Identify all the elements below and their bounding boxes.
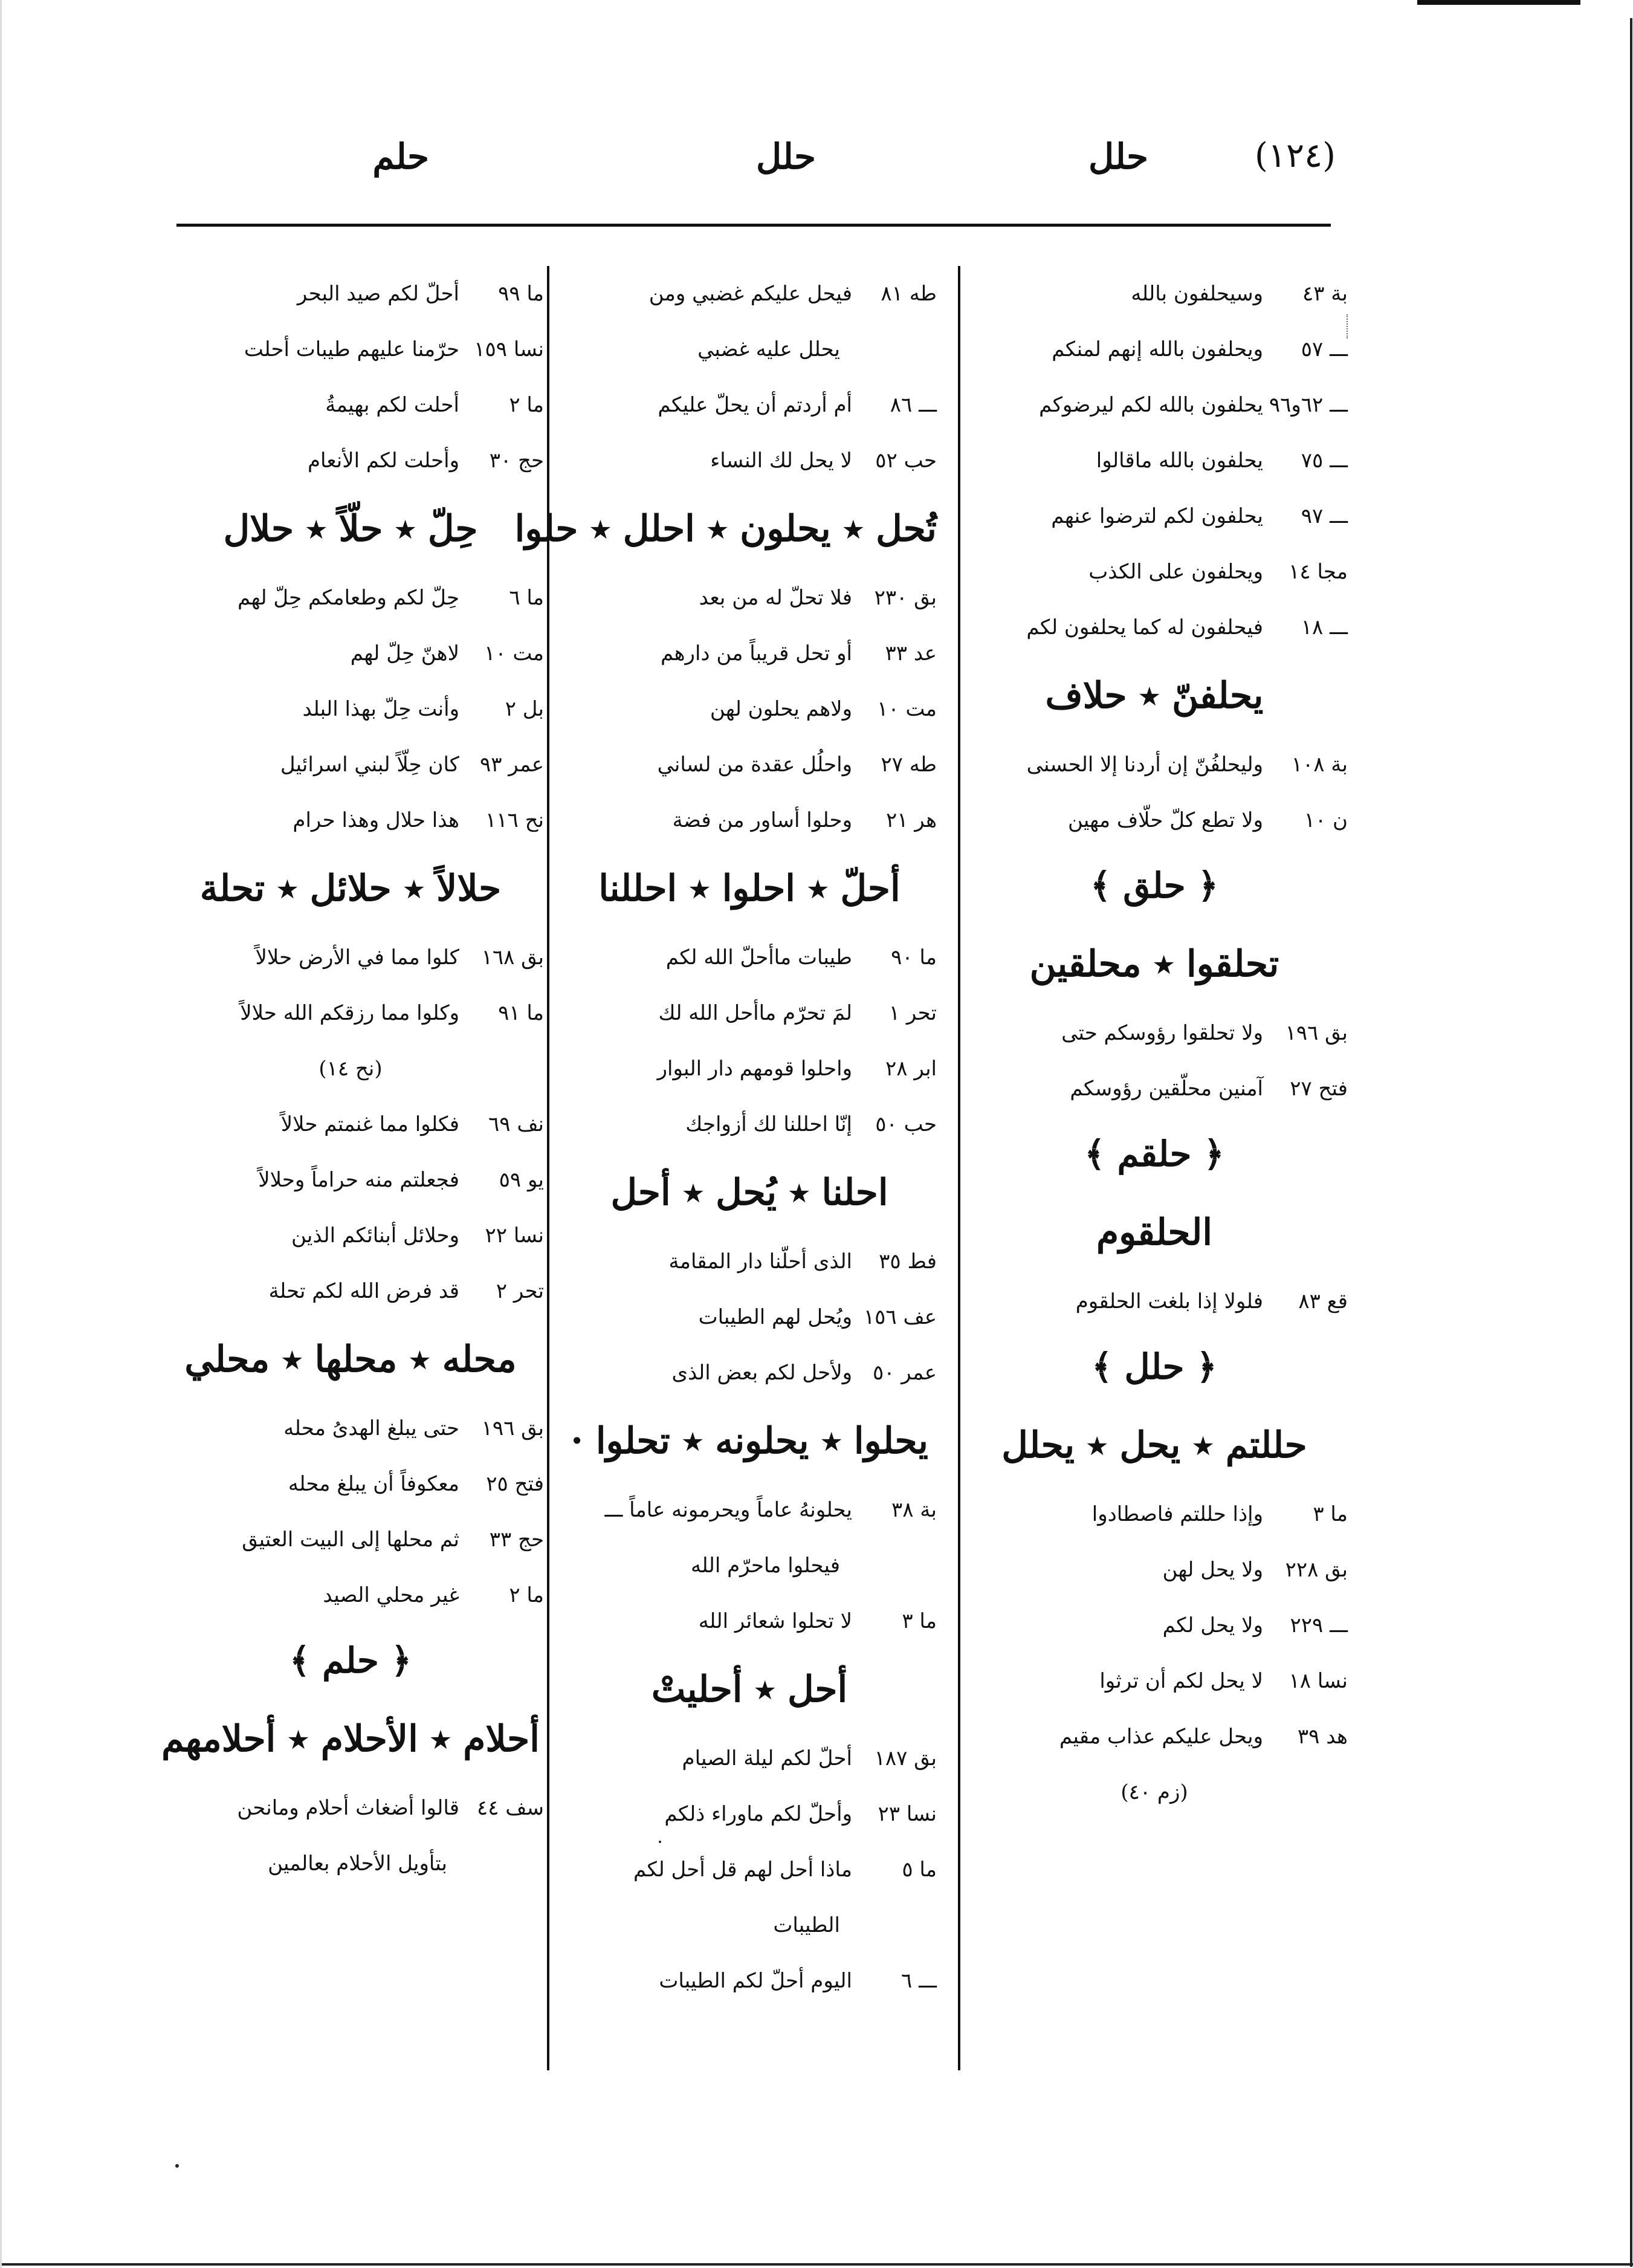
entry-row <box>961 488 1348 544</box>
entry-text: قالوا أضغاث أحلام ومانحن <box>237 1796 459 1820</box>
entries-group <box>157 1401 544 1623</box>
column-left <box>157 266 544 1891</box>
entry-text: ماذا أحل لهم قل أحل لكم <box>633 1858 852 1882</box>
entry-row <box>562 626 937 681</box>
section-heading: حللتم ٭ يحل ٭ يحلل <box>1001 1424 1307 1466</box>
entry-text: ويحلفون على الكذب <box>1088 560 1263 584</box>
entry-reference: فط ٣٥ <box>879 1249 937 1274</box>
entry-text: يحلفون لكم لترضوا عنهم <box>1051 504 1263 528</box>
entry-row <box>562 1593 937 1649</box>
entry-row <box>961 377 1348 433</box>
entries-group <box>562 1953 937 2009</box>
entries-group <box>562 1482 937 1538</box>
entry-reference: ما ٣ <box>902 1609 937 1633</box>
entry-reference: بة ١٠٨ <box>1291 753 1348 777</box>
entry-reference: بل ٢ <box>505 697 544 721</box>
page-header <box>175 136 1336 196</box>
entry-text: ويُحل لهم الطيبات <box>698 1305 852 1329</box>
entry-row <box>961 1274 1348 1329</box>
entry-row <box>562 1289 937 1345</box>
entry-reference: ما ٩٩ <box>498 282 544 306</box>
entry-text: وأحلت لكم الأنعام <box>307 449 459 473</box>
entry-row <box>562 1786 937 1842</box>
entries-group <box>562 1593 937 1649</box>
header-word-right: حلل <box>1088 136 1148 177</box>
entry-reference: فتح ٢٧ <box>1290 1077 1348 1101</box>
section-heading: احلنا ٭ يُحل ٭ أحل <box>610 1171 888 1214</box>
page-border-bottom <box>0 2263 1633 2266</box>
entry-reference: بق ٢٣٠ <box>874 586 937 610</box>
entries-group <box>961 1274 1348 1329</box>
entry-reference: قع ٨٣ <box>1298 1289 1348 1314</box>
entry-text: الذى أحلّنا دار المقامة <box>668 1249 852 1274</box>
entry-reference: طه ٢٧ <box>881 753 937 777</box>
header-word-left: حلم <box>372 136 429 177</box>
entry-reference: مت ١٠ <box>484 641 544 666</box>
entry-reference: ما ٥ <box>902 1858 937 1882</box>
section-heading: تحلقوا ٭ محلقين <box>1029 943 1279 985</box>
cross-reference-note: (نح ١٤) <box>319 1057 383 1081</box>
entry-reference: ـــ ٥٧ <box>1301 337 1348 361</box>
entry-continuation: فيحلوا ماحرّم الله <box>690 1554 840 1578</box>
entry-reference: نسا ١٨ <box>1289 1669 1348 1693</box>
entry-text: وأحلّ لكم ماوراء ذلكم <box>664 1802 852 1826</box>
entry-text: فلولا إذا بلغت الحلقوم <box>1075 1289 1263 1314</box>
entry-text: واحلُل عقدة من لساني <box>657 753 852 777</box>
entry-row <box>562 1234 937 1289</box>
entry-text: ويحلفون بالله إنهم لمنكم <box>1052 337 1263 361</box>
stray-mark <box>175 2164 179 2168</box>
entry-reference: بق ١٩٦ <box>481 1416 544 1440</box>
entry-text: وكلوا مما رزقكم الله حلالاً <box>240 1001 459 1025</box>
entry-reference: ما ٣ <box>1313 1502 1348 1526</box>
entry-row <box>157 1567 544 1623</box>
entry-text: لا يحل لكم أن ترثوا <box>1099 1669 1263 1693</box>
entry-reference: حج ٣٠ <box>489 449 544 473</box>
section-heading: أحلّ ٭ احلوا ٭ احللنا <box>598 867 901 910</box>
entry-row <box>562 377 937 433</box>
entry-reference: سف ٤٤ <box>476 1796 544 1820</box>
section-heading: يحلفنّ ٭ حلاف <box>1045 675 1264 717</box>
entries-group <box>562 266 937 322</box>
entries-group <box>562 377 937 488</box>
entries-group <box>157 266 544 488</box>
entry-reference: مجا ١٤ <box>1289 560 1348 584</box>
entry-reference: عمر ٥٠ <box>872 1361 937 1385</box>
entry-reference: حب ٥٢ <box>875 449 937 473</box>
entry-reference: نسا ٢٢ <box>485 1223 544 1248</box>
entry-row <box>961 1486 1348 1542</box>
entry-text: حرّمنا عليهم طيبات أحلت <box>244 337 459 361</box>
section-heading: الحلقوم <box>1096 1211 1213 1254</box>
section-heading: تُحل ٭ يحلون ٭ احلل ٭ حلوا <box>514 508 937 550</box>
entry-text: كان حِلّاً لبني اسرائيل <box>280 753 459 777</box>
entry-text: اليوم أحلّ لكم الطيبات <box>659 1969 852 1993</box>
entry-reference: بق ١٨٧ <box>874 1746 937 1771</box>
header-rule <box>176 224 1331 227</box>
entry-text: فيحلفون له كما يحلفون لكم <box>1026 615 1263 640</box>
entry-text: ولأحل لكم بعض الذى <box>671 1361 852 1385</box>
entry-continuation: بتأويل الأحلام بعالمين <box>268 1852 447 1876</box>
top-edge-bar <box>1417 0 1580 5</box>
section-heading: يحلوا ٭ يحلونه ٭ تحلوا · <box>571 1420 928 1462</box>
stray-mark <box>659 1841 661 1843</box>
entry-reference: نسا ١٥٩ <box>474 337 544 361</box>
entry-reference: ـــ ١٨ <box>1301 615 1348 640</box>
entry-reference: نسا ٢٣ <box>878 1802 937 1826</box>
entry-row <box>961 433 1348 488</box>
entry-reference: ـــ ٩٧ <box>1301 504 1348 528</box>
entry-text: ولا تطع كلّ حلّاف مهين <box>1068 808 1263 832</box>
entry-reference: بق ١٩٦ <box>1285 1021 1348 1045</box>
entry-reference: ما ٦ <box>509 586 544 610</box>
entry-row <box>562 1482 937 1538</box>
entries-group <box>961 737 1348 848</box>
entry-row <box>157 1263 544 1319</box>
header-word-center: حلل <box>756 136 816 177</box>
entry-reference: ابر ٢٨ <box>885 1057 937 1081</box>
column-right <box>961 266 1348 1820</box>
entries-group <box>157 930 544 1041</box>
entry-text: فلا تحلّ له من بعد <box>699 586 852 610</box>
entry-row <box>961 1005 1348 1061</box>
entry-text: معكوفاً أن يبلغ محله <box>288 1472 459 1496</box>
entry-text: لاهنّ حِلّ لهم <box>350 641 459 666</box>
column-divider-right <box>958 266 960 2070</box>
entry-reference: ـــ ٧٥ <box>1301 449 1348 473</box>
entry-reference: عد ٣٣ <box>885 641 937 666</box>
section-heading: أحل ٭ أحليتْ <box>651 1668 848 1711</box>
entry-row <box>157 681 544 737</box>
entry-row <box>157 930 544 985</box>
section-heading: حلالاً ٭ حلائل ٭ تحلة <box>199 867 502 910</box>
entry-reference: ما ٢ <box>509 393 544 417</box>
entry-reference: عف ١٥٦ <box>863 1305 937 1329</box>
entry-row <box>157 322 544 377</box>
entry-text: ولاهم يحلون لهن <box>710 697 852 721</box>
entries-group <box>562 1234 937 1401</box>
entry-row <box>157 1401 544 1456</box>
entry-text: أحلّ لكم صيد البحر <box>297 282 459 306</box>
entry-reference: ما ٢ <box>509 1583 544 1607</box>
entry-reference: ـــ ٦ <box>901 1969 937 1993</box>
entry-row <box>562 1097 937 1152</box>
entry-reference: حج ٣٣ <box>489 1528 544 1552</box>
entry-row <box>961 792 1348 848</box>
entry-row <box>157 570 544 626</box>
entry-reference: ما ٩٠ <box>891 945 937 970</box>
entry-row <box>562 930 937 985</box>
entries-group <box>157 1780 544 1836</box>
section-heading: أحلام ٭ الأحلام ٭ أحلامهم <box>161 1718 540 1760</box>
entry-row <box>157 266 544 322</box>
entry-reference: حب ٥٠ <box>875 1112 937 1136</box>
entry-text: كلوا مما في الأرض حلالاً <box>255 945 459 970</box>
entry-row <box>961 1653 1348 1709</box>
entry-text: واحلوا قومهم دار البوار <box>657 1057 852 1081</box>
section-heading: حِلّ ٭ حلّاً ٭ حلال <box>223 508 478 550</box>
entry-reference: ن ١٠ <box>1304 808 1348 832</box>
entry-row <box>157 1512 544 1567</box>
entry-row <box>961 544 1348 600</box>
entry-reference: هر ٢١ <box>885 808 937 832</box>
entry-row <box>157 1208 544 1263</box>
entry-text: يحلفون بالله ماقالوا <box>1096 449 1263 473</box>
entry-text: أم أردتم أن يحلّ عليكم <box>658 393 852 417</box>
entry-text: وليحلفُنّ إن أردنا إلا الحسنى <box>1026 753 1263 777</box>
entry-reference: تحر ١ <box>888 1001 937 1025</box>
entry-row <box>562 1953 937 2009</box>
entries-group <box>562 930 937 1152</box>
entry-row <box>562 737 937 792</box>
entry-text: لا تحلوا شعائر الله <box>698 1609 852 1633</box>
entry-row <box>157 792 544 848</box>
entries-group <box>157 570 544 848</box>
root-heading: ﴿ حلق ﴾ <box>1090 865 1218 906</box>
entry-row <box>961 1061 1348 1116</box>
entry-row <box>157 1097 544 1152</box>
entry-row <box>562 681 937 737</box>
entry-reference: بة ٤٣ <box>1302 282 1348 306</box>
entry-row <box>157 377 544 433</box>
entry-row <box>562 1842 937 1897</box>
page-number: (١٢٤) <box>1255 136 1336 175</box>
entries-group <box>961 1005 1348 1116</box>
entry-text: آمنين محلّقين رؤوسكم <box>1070 1077 1263 1101</box>
cross-reference-note: (زم ٤٠) <box>1120 1780 1188 1804</box>
root-heading: ﴿ حلل ﴾ <box>1091 1346 1217 1387</box>
entry-text: وسيحلفون بالله <box>1131 282 1263 306</box>
entry-row <box>961 266 1348 322</box>
entry-reference: هد ٣٩ <box>1297 1725 1348 1749</box>
entry-row <box>562 1345 937 1401</box>
root-heading: ﴿ حلقم ﴾ <box>1084 1133 1224 1174</box>
entry-text: وحلوا أساور من فضة <box>672 808 852 832</box>
entry-reference: مت ١٠ <box>877 697 937 721</box>
entry-row <box>961 1598 1348 1653</box>
entry-reference: ـــ ٦٢و٩٦ <box>1269 393 1348 417</box>
entries-group <box>961 266 1348 655</box>
entry-text: أو تحل قريباً من دارهم <box>660 641 852 666</box>
entry-text: فكلوا مما غنمتم حلالاً <box>280 1112 459 1136</box>
entries-group <box>961 1486 1348 1764</box>
entry-row <box>157 1152 544 1208</box>
entries-group <box>157 1097 544 1319</box>
entry-text: فجعلتم منه حراماً وحلالاً <box>258 1168 459 1192</box>
entry-reference: ما ٩١ <box>498 1001 544 1025</box>
entry-row <box>157 626 544 681</box>
entry-row <box>562 433 937 488</box>
entry-text: ولا تحلقوا رؤوسكم حتى <box>1061 1021 1263 1045</box>
entry-row <box>157 737 544 792</box>
entry-continuation: الطيبات <box>773 1913 840 1937</box>
entry-reference: فتح ٢٥ <box>486 1472 544 1496</box>
entry-row <box>961 1709 1348 1764</box>
entry-reference: طه ٨١ <box>881 282 937 306</box>
entry-text: ثم محلها إلى البيت العتيق <box>242 1528 459 1552</box>
entry-text: طيبات ماأحلّ الله لكم <box>665 945 852 970</box>
entry-reference: تحر ٢ <box>496 1279 544 1303</box>
entry-row <box>961 322 1348 377</box>
entry-text: حِلّ لكم وطعامكم حِلّ لهم <box>237 586 459 610</box>
entry-text: لا يحل لك النساء <box>710 449 852 473</box>
entry-text: أحلت لكم بهيمةُ <box>325 393 459 417</box>
entry-reference: نف ٦٩ <box>488 1112 544 1136</box>
entry-reference: نح ١١٦ <box>485 808 544 832</box>
entry-row <box>562 792 937 848</box>
entry-text: غير محلي الصيد <box>323 1583 459 1607</box>
entry-text: هذا حلال وهذا حرام <box>293 808 459 832</box>
entry-row <box>562 570 937 626</box>
entry-reference: ـــ ٨٦ <box>890 393 937 417</box>
entry-row <box>562 266 937 322</box>
entry-row <box>157 433 544 488</box>
entry-row <box>961 600 1348 655</box>
entry-row <box>157 1780 544 1836</box>
entries-group <box>562 1731 937 1897</box>
entries-group <box>562 570 937 848</box>
entry-text: فيحل عليكم غضبي ومن <box>648 282 852 306</box>
page-border-left <box>0 0 2 2268</box>
entry-row <box>157 985 544 1041</box>
entry-text: وحلائل أبنائكم الذين <box>291 1223 459 1248</box>
section-heading: محله ٭ محلها ٭ محلي <box>184 1338 517 1381</box>
entry-text: وأنت حِلّ بهذا البلد <box>302 697 459 721</box>
entry-reference: بة ٣٨ <box>891 1498 937 1522</box>
entry-text: لمَ تحرّم ماأحل الله لك <box>658 1001 852 1025</box>
entry-text: وإذا حللتم فاصطادوا <box>1091 1502 1263 1526</box>
entry-reference: ـــ ٢٢٩ <box>1290 1613 1348 1638</box>
entry-text: إنّا احللنا لك أزواجك <box>685 1112 852 1136</box>
entry-text: قد فرض الله لكم تحلة <box>268 1279 459 1303</box>
entry-row <box>562 1731 937 1786</box>
entry-text: ولا يحل لهن <box>1162 1558 1263 1582</box>
entry-text: يحلونهُ عاماً ويحرمونه عاماً ـــ <box>604 1498 852 1522</box>
entry-text: أحلّ لكم ليلة الصيام <box>682 1746 852 1771</box>
entry-row <box>562 1041 937 1097</box>
entry-reference: بق ١٦٨ <box>481 945 544 970</box>
entry-continuation: يحلل عليه غضبي <box>697 337 840 361</box>
entry-text: حتى يبلغ الهدىُ محله <box>283 1416 459 1440</box>
entry-reference: بق ٢٢٨ <box>1285 1558 1348 1582</box>
entry-text: ولا يحل لكم <box>1162 1613 1263 1638</box>
root-heading: ﴿ حلم ﴾ <box>289 1640 412 1681</box>
entry-reference: عمر ٩٣ <box>479 753 544 777</box>
entry-text: يحلفون بالله لكم ليرضوكم <box>1039 393 1263 417</box>
entry-text: ويحل عليكم عذاب مقيم <box>1059 1725 1263 1749</box>
entry-row <box>961 737 1348 792</box>
entry-row <box>562 985 937 1041</box>
entry-row <box>157 1456 544 1512</box>
entry-reference: يو ٥٩ <box>499 1168 544 1192</box>
entry-row <box>961 1542 1348 1598</box>
page-border-right <box>1630 18 1632 2267</box>
